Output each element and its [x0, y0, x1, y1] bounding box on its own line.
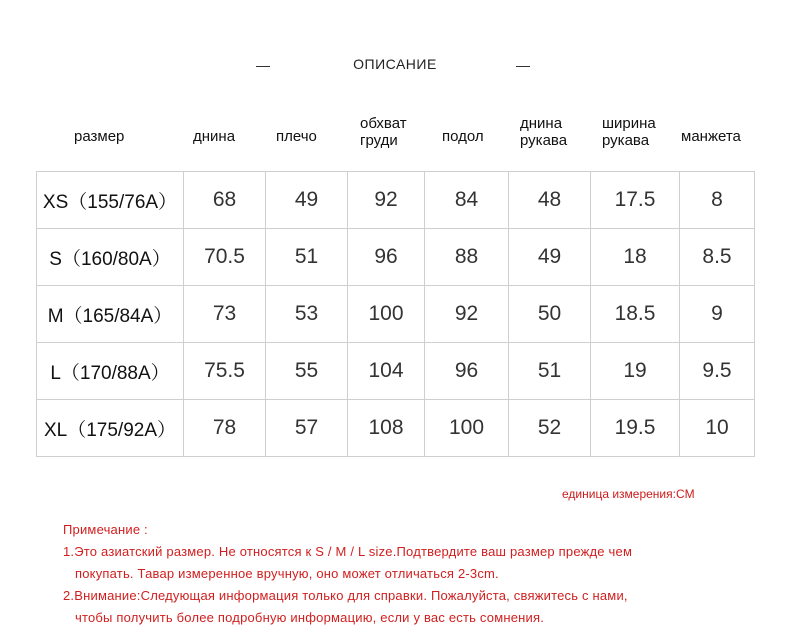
- table-cell: 73: [184, 286, 266, 343]
- header-sleeve-length: [520, 115, 567, 149]
- table-cell: 9.5: [680, 343, 755, 400]
- notes-line-3: 2.Внимание:Следующая информация только для справки. Пожалуйста, свяжитесь с нами,: [63, 588, 628, 603]
- table-cell: 75.5: [184, 343, 266, 400]
- table-cell: 57: [266, 400, 348, 457]
- header-sleeve-length-line2: рукава: [520, 132, 568, 149]
- size-cell: XS（155/76A）: [37, 172, 184, 229]
- table-cell: 104: [348, 343, 425, 400]
- unit-note: единица измерения:CM: [562, 487, 695, 501]
- table-cell: 108: [348, 400, 425, 457]
- table-row: [37, 172, 755, 229]
- size-cell: L（170/88A）: [37, 343, 184, 400]
- table-cell: 96: [348, 229, 425, 286]
- page-title: ОПИСАНИЕ: [353, 56, 437, 72]
- table-cell: 51: [266, 229, 348, 286]
- table-cell: 49: [266, 172, 348, 229]
- table-cell: 100: [425, 400, 509, 457]
- header-chest-line2: груди: [360, 132, 398, 149]
- table-cell: 19: [591, 343, 680, 400]
- header-length: днина: [193, 128, 236, 145]
- table-cell: 18: [591, 229, 680, 286]
- table-cell: 8: [680, 172, 755, 229]
- notes-line-2: покупать. Тавар измеренное вручную, оно может отличаться 2-3cm.: [75, 566, 499, 581]
- title-dash-left: [256, 66, 270, 67]
- table-cell: 17.5: [591, 172, 680, 229]
- header-sleeve-width-line1: ширина: [602, 115, 656, 132]
- table-cell: 49: [509, 229, 591, 286]
- notes-line-4: чтобы получить более подробную информацию, если у вас есть сомнения.: [75, 610, 545, 625]
- table-cell: 18.5: [591, 286, 680, 343]
- table-cell: 19.5: [591, 400, 680, 457]
- size-table: [36, 171, 755, 457]
- table-cell: 8.5: [680, 229, 755, 286]
- table-cell: 50: [509, 286, 591, 343]
- table-cell: 68: [184, 172, 266, 229]
- table-cell: 92: [348, 172, 425, 229]
- table-cell: 70.5: [184, 229, 266, 286]
- table-cell: 96: [425, 343, 509, 400]
- table-cell: 52: [509, 400, 591, 457]
- table-row: [37, 343, 755, 400]
- size-cell: S（160/80A）: [37, 229, 184, 286]
- table-cell: 78: [184, 400, 266, 457]
- table-cell: 53: [266, 286, 348, 343]
- table-cell: 84: [425, 172, 509, 229]
- header-sleeve-length-line1: днина: [520, 115, 563, 132]
- size-cell: M（165/84A）: [37, 286, 184, 343]
- table-cell: 48: [509, 172, 591, 229]
- table-cell: 55: [266, 343, 348, 400]
- table-cell: 100: [348, 286, 425, 343]
- header-shoulder: плечо: [276, 128, 317, 145]
- table-cell: 92: [425, 286, 509, 343]
- table-cell: 9: [680, 286, 755, 343]
- notes-heading: Примечание :: [63, 522, 148, 537]
- notes-line-1: 1.Это азиатский размер. Не относятся к S / M / L size.Подтвердите ваш размер прежде чем: [63, 544, 633, 559]
- header-sleeve-width: [602, 115, 656, 149]
- table-cell: 88: [425, 229, 509, 286]
- size-cell: XL（175/92A）: [37, 400, 184, 457]
- header-sleeve-width-line2: рукава: [602, 132, 650, 149]
- table-row: [37, 400, 755, 457]
- header-size: размер: [74, 128, 125, 145]
- header-hem: подол: [442, 128, 484, 145]
- table-cell: 10: [680, 400, 755, 457]
- header-chest: [360, 115, 407, 149]
- table-row: [37, 286, 755, 343]
- table-cell: 51: [509, 343, 591, 400]
- header-chest-line1: обхват: [360, 115, 407, 132]
- title-bar: [0, 56, 790, 76]
- table-row: [37, 229, 755, 286]
- title-dash-right: [516, 66, 530, 67]
- header-cuff: манжета: [681, 128, 741, 145]
